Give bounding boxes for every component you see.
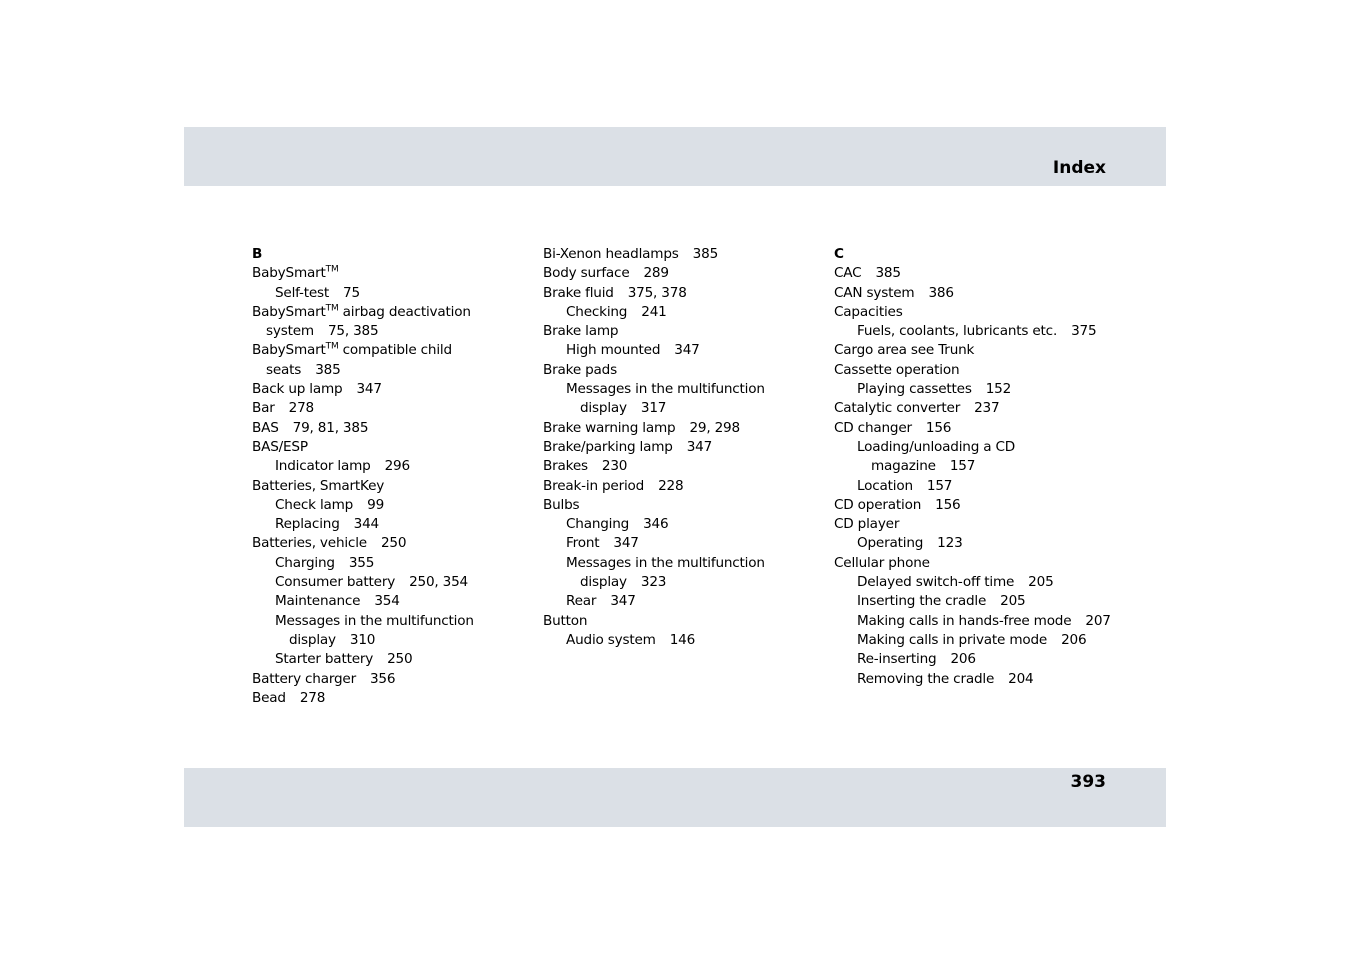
page-reference: 250 <box>387 651 413 668</box>
page-reference: 386 <box>928 284 954 301</box>
entry-term: Bar <box>252 400 275 417</box>
entry-term: Playing cassettes <box>857 381 972 398</box>
entry-term: Cellular phone <box>834 554 930 571</box>
entry-term: C <box>834 246 844 262</box>
index-entry <box>252 612 522 631</box>
entry-term: Loading/unloading a CD <box>857 438 1016 455</box>
index-entry <box>543 284 813 303</box>
footer-band <box>184 768 1166 827</box>
page-reference: 296 <box>384 458 410 475</box>
index-entry <box>543 457 813 476</box>
page-reference: 241 <box>641 303 667 320</box>
index-entry <box>834 438 1104 457</box>
trademark-superscript: TM <box>325 264 339 275</box>
entry-term: Break-in period <box>543 477 645 494</box>
index-entry <box>252 554 522 573</box>
index-entry <box>834 612 1111 631</box>
index-column-2 <box>543 245 813 650</box>
index-entry <box>252 650 522 669</box>
page-reference: 347 <box>356 381 382 398</box>
index-entry <box>834 554 1104 573</box>
page-reference: 278 <box>299 689 326 706</box>
entry-term: CD operation <box>834 496 922 513</box>
index-entry <box>543 303 813 322</box>
index-entry <box>543 592 813 611</box>
page-reference: 205 <box>1000 593 1026 610</box>
index-entry <box>252 380 522 399</box>
index-entry <box>543 554 813 573</box>
index-entry <box>834 419 1104 438</box>
page-reference: 323 <box>640 574 667 591</box>
page-reference: 344 <box>353 516 379 533</box>
entry-term: BAS/ESP <box>252 438 308 455</box>
index-entry <box>252 631 522 650</box>
entry-term: Cassette operation <box>834 361 960 378</box>
header-band <box>184 127 1166 186</box>
index-entry <box>252 689 522 708</box>
entry-term: Location <box>857 477 913 494</box>
page-reference: 29, 298 <box>689 419 740 436</box>
page-reference: 206 <box>1061 631 1087 648</box>
entry-term: Delayed switch-off time <box>857 574 1015 591</box>
entry-term: Re-inserting <box>857 651 937 668</box>
entry-term: Maintenance <box>275 593 361 610</box>
page-reference: 346 <box>643 516 669 533</box>
entry-term: Fuels, coolants, lubricants etc. <box>857 323 1058 340</box>
entry-term: Replacing <box>275 516 340 533</box>
entry-term: Body surface <box>543 265 630 282</box>
index-entry <box>543 361 813 380</box>
entry-term: magazine <box>871 458 936 475</box>
trademark-superscript: TM <box>325 303 339 314</box>
index-entry <box>543 399 813 418</box>
page-reference: 157 <box>949 458 976 475</box>
index-entry <box>252 515 522 534</box>
page-reference: 156 <box>935 496 961 513</box>
entry-term: Messages in the multifunction <box>566 554 765 571</box>
index-entry <box>543 631 813 650</box>
page-reference: 204 <box>1008 670 1034 687</box>
entry-term: Starter battery <box>275 651 374 668</box>
entry-term: CAC <box>834 265 862 282</box>
entry-term: B <box>252 246 263 262</box>
page-reference: 79, 81, 385 <box>292 419 369 436</box>
page-reference: 228 <box>658 477 684 494</box>
index-column-3 <box>834 245 1111 689</box>
page-reference: 356 <box>369 670 396 687</box>
index-entry <box>252 477 522 496</box>
entry-term: Front <box>566 535 600 552</box>
page-reference: 157 <box>926 477 953 494</box>
page-number: 393 <box>1070 772 1106 792</box>
page-reference: 152 <box>985 381 1012 398</box>
index-entry <box>834 303 1104 322</box>
index-entry <box>834 573 1104 592</box>
entry-term: CD changer <box>834 419 912 436</box>
entry-term: Capacities <box>834 303 903 320</box>
index-entry <box>252 534 522 553</box>
index-entry <box>252 438 522 457</box>
index-entry <box>543 477 813 496</box>
index-entry <box>543 380 813 399</box>
entry-term: Cargo area see Trunk <box>834 342 975 359</box>
index-entry <box>252 322 522 341</box>
page-reference: 123 <box>937 535 963 552</box>
index-entry <box>543 534 813 553</box>
index-entry <box>543 341 813 360</box>
page-reference: 230 <box>601 458 628 475</box>
page-reference: 75, 385 <box>327 323 379 340</box>
entry-term: Changing <box>566 516 630 533</box>
page-reference: 278 <box>288 400 315 417</box>
index-entry <box>252 670 522 689</box>
page-reference: 99 <box>367 496 385 513</box>
entry-term: Brakes <box>543 458 588 475</box>
index-entry <box>543 496 813 515</box>
entry-term: CAN system <box>834 284 915 301</box>
entry-term: Catalytic converter <box>834 400 961 417</box>
entry-term: Brake lamp <box>543 323 619 340</box>
entry-term: Inserting the cradle <box>857 593 987 610</box>
page-reference: 75 <box>343 284 360 301</box>
trademark-superscript: TM <box>325 341 339 352</box>
page-reference: 347 <box>613 535 639 552</box>
index-entry <box>543 573 813 592</box>
entry-term: Rear <box>566 593 597 610</box>
page-reference: 354 <box>374 593 400 610</box>
entry-term: system <box>266 323 314 340</box>
page-reference: 206 <box>950 651 976 668</box>
index-entry <box>834 284 1104 303</box>
page-reference: 289 <box>643 265 669 282</box>
index-entry <box>252 399 522 418</box>
entry-term: Self-test <box>275 284 330 301</box>
index-entry <box>834 457 1104 476</box>
page-reference: 347 <box>610 593 636 610</box>
page-reference: 156 <box>925 419 952 436</box>
entry-term: Making calls in hands-free mode <box>857 612 1072 629</box>
entry-term: seats <box>266 361 302 378</box>
index-entry <box>543 419 813 438</box>
page-reference: 375 <box>1071 323 1097 340</box>
entry-term: Making calls in private mode <box>857 631 1048 648</box>
entry-term: Brake warning lamp <box>543 419 676 436</box>
index-entry <box>834 592 1104 611</box>
index-entry <box>252 592 522 611</box>
page-reference: 250, 354 <box>409 574 468 591</box>
index-entry <box>252 303 522 322</box>
index-entry <box>252 341 522 360</box>
page-reference: 205 <box>1028 574 1054 591</box>
entry-term: Back up lamp <box>252 381 343 398</box>
index-entry <box>252 573 522 592</box>
index-entry <box>834 361 1104 380</box>
entry-term: Audio system <box>566 631 656 648</box>
index-entry <box>543 438 813 457</box>
entry-term: BabySmart <box>252 342 326 359</box>
index-entry <box>834 399 1104 418</box>
index-entry <box>543 322 813 341</box>
page-reference: 237 <box>974 400 1000 417</box>
index-entry <box>834 341 1104 360</box>
page-reference: 355 <box>348 554 375 571</box>
entry-term: Battery charger <box>252 670 356 687</box>
index-entry <box>834 496 1104 515</box>
entry-term: Button <box>543 612 588 629</box>
page-reference: 347 <box>686 438 713 455</box>
entry-term: Bead <box>252 689 286 706</box>
entry-term: BAS <box>252 419 279 436</box>
index-entry <box>834 631 1104 650</box>
index-column-1 <box>252 245 522 708</box>
index-entry <box>834 380 1104 399</box>
index-entry <box>252 457 522 476</box>
entry-term: display <box>580 400 627 417</box>
entry-term: Operating <box>857 535 924 552</box>
page-reference: 250 <box>380 535 407 552</box>
index-entry <box>252 361 522 380</box>
entry-term-continued: airbag deactivation <box>338 303 471 320</box>
entry-term: Charging <box>275 554 335 571</box>
page-reference: 385 <box>315 361 341 378</box>
index-entry <box>834 515 1104 534</box>
entry-term: Bi-Xenon headlamps <box>543 246 679 262</box>
index-entry <box>834 670 1104 689</box>
index-entry <box>834 534 1104 553</box>
index-letter-heading <box>834 245 1104 264</box>
index-entry <box>543 612 813 631</box>
index-entry <box>543 515 813 534</box>
entry-term: CD player <box>834 516 900 533</box>
index-entry <box>252 284 522 303</box>
index-entry <box>543 245 813 264</box>
index-entry <box>252 264 522 283</box>
index-entry <box>252 496 522 515</box>
entry-term: Consumer battery <box>275 574 396 591</box>
entry-term: Messages in the multifunction <box>566 381 765 398</box>
index-entry <box>834 650 1104 669</box>
page-reference: 310 <box>349 631 376 648</box>
entry-term: Indicator lamp <box>275 458 371 475</box>
index-letter-heading <box>252 245 522 264</box>
entry-term: Checking <box>566 303 628 320</box>
entry-term: Batteries, vehicle <box>252 535 367 552</box>
index-entry <box>543 264 813 283</box>
entry-term: Brake fluid <box>543 284 614 301</box>
page-reference: 385 <box>875 265 901 282</box>
entry-term: Removing the cradle <box>857 670 995 687</box>
section-title: Index <box>1052 158 1106 178</box>
page-reference: 375, 378 <box>627 284 687 301</box>
entry-term: Messages in the multifunction <box>275 612 474 629</box>
entry-term: Brake pads <box>543 361 617 378</box>
entry-term: BabySmart <box>252 265 326 282</box>
entry-term: Brake/parking lamp <box>543 438 673 455</box>
index-entry <box>252 419 522 438</box>
entry-term: Check lamp <box>275 496 354 513</box>
page-reference: 207 <box>1085 612 1111 629</box>
entry-term: display <box>289 631 336 648</box>
page-reference: 347 <box>674 342 700 359</box>
index-entry <box>834 477 1104 496</box>
entry-term: BabySmart <box>252 303 326 320</box>
page-reference: 317 <box>640 400 667 417</box>
entry-term: High mounted <box>566 342 661 359</box>
page-reference: 146 <box>669 631 696 648</box>
index-entry <box>834 264 1104 283</box>
page-reference: 385 <box>692 246 719 262</box>
index-entry <box>834 322 1104 341</box>
entry-term: Bulbs <box>543 496 580 513</box>
entry-term: Batteries, SmartKey <box>252 477 385 494</box>
entry-term-continued: compatible child <box>338 342 452 359</box>
entry-term: display <box>580 574 627 591</box>
